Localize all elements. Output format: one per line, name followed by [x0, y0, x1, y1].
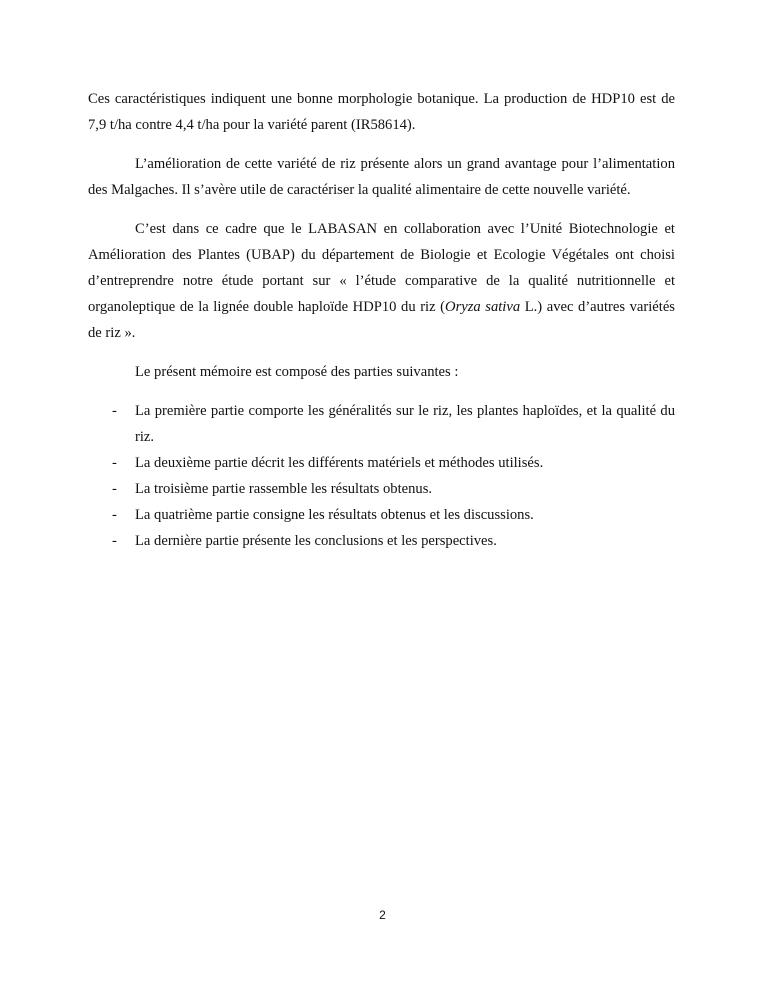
list-item: [88, 476, 675, 502]
page-number: 2: [379, 908, 386, 922]
paragraph-morphology: Ces caractéristiques indiquent une bonne morphologie botanique. La production de HDP10 est de 7,9 t/ha contre 4,4 t/ha pour la variété parent (IR58614).: [88, 91, 675, 133]
list-item-text: La troisième partie rassemble les résultats obtenus.: [135, 481, 433, 497]
document-body: [88, 86, 675, 554]
list-item: [88, 528, 675, 554]
list-item: [88, 502, 675, 528]
list-item-text: La première partie comporte les généralités sur le riz, les plantes haploïdes, et la qualité du riz.: [135, 403, 675, 445]
paragraph-amelioration: L’amélioration de cette variété de riz présente alors un grand avantage pour l’alimentation des Malgaches. Il s’avère utile de caractériser la qualité alimentaire de cette nouvelle variété.: [88, 156, 675, 198]
paragraph-context: [88, 216, 675, 346]
list-bullet: -: [112, 507, 117, 523]
list-item-text: La deuxième partie décrit les différents matériels et méthodes utilisés.: [135, 455, 544, 471]
list-bullet: -: [112, 455, 117, 471]
species-name: Oryza sativa: [445, 299, 521, 315]
list-item-text: La dernière partie présente les conclusions et les perspectives.: [135, 533, 497, 549]
list-bullet: -: [112, 403, 117, 419]
list-item: [88, 450, 675, 476]
paragraph-structure-intro: Le présent mémoire est composé des parties suivantes :: [135, 364, 459, 380]
parts-list: [88, 398, 675, 554]
list-bullet: -: [112, 481, 117, 497]
list-bullet: -: [112, 533, 117, 549]
list-item-text: La quatrième partie consigne les résultats obtenus et les discussions.: [135, 507, 534, 523]
list-item: [88, 398, 675, 450]
paragraph-context-text-2: L.) avec d’autres variétés de riz ».: [88, 299, 675, 341]
paragraph-context-text-1: C’est dans ce cadre que le LABASAN en collaboration avec l’Unité Biotechnologie et Amélioration des Plantes (UBAP) du département de Biologie et Ecologie Végétales ont choisi d’entreprendre notre étude portant sur « l’étude comparative de la qualité nutritionnelle et organoleptique de la lignée double haploïde HDP10 du riz (: [88, 221, 675, 315]
